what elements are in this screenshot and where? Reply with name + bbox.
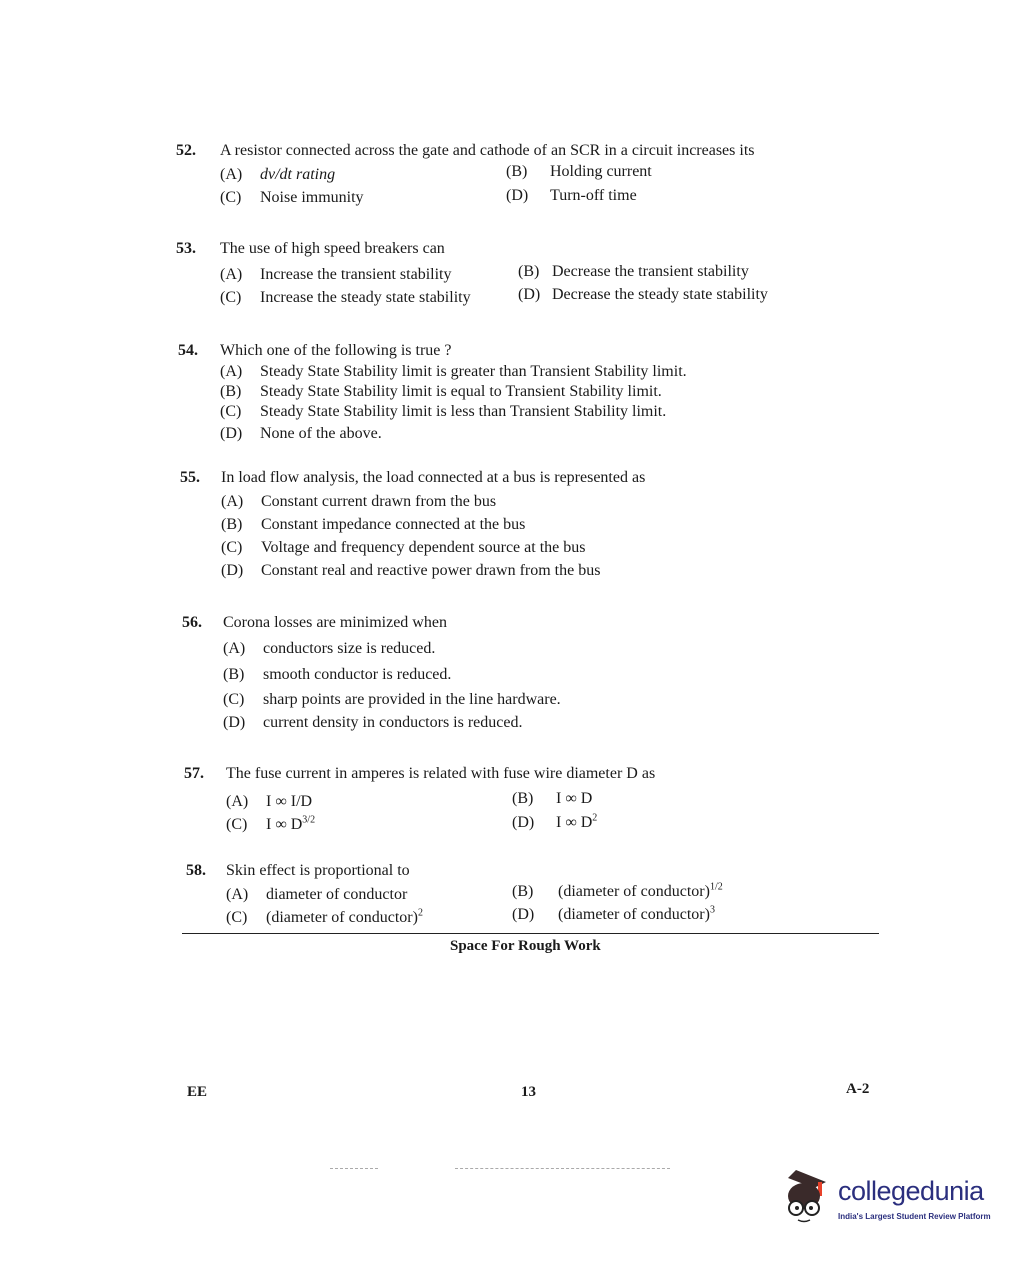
scan-artifact-line bbox=[455, 1168, 670, 1169]
question-text: The use of high speed breakers can bbox=[220, 240, 445, 257]
option-a: (A) Steady State Stability limit is greater than Transient Stability limit. bbox=[220, 363, 687, 380]
question-text: Which one of the following is true ? bbox=[220, 342, 452, 359]
option-c: (C) Noise immunity bbox=[220, 189, 364, 206]
option-b: (B) Decrease the transient stability bbox=[518, 263, 749, 280]
option-a: (A) I ∞ I/D bbox=[226, 793, 313, 810]
question-58 bbox=[186, 859, 826, 931]
option-b: (B) smooth conductor is reduced. bbox=[223, 666, 452, 683]
scan-artifact-line bbox=[330, 1168, 378, 1169]
option-d: (D) (diameter of conductor)$^3$ bbox=[512, 904, 715, 923]
option-b: (B) Steady State Stability limit is equal to Transient Stability limit. bbox=[220, 383, 662, 400]
option-b: (B) I ∞ D bbox=[512, 790, 593, 807]
option-c: (C) (diameter of conductor)$^2$ bbox=[226, 907, 423, 926]
option-d: (D) Constant real and reactive power drawn from the bus bbox=[221, 562, 601, 579]
question-56 bbox=[182, 611, 822, 737]
question-text: Skin effect is proportional to bbox=[226, 862, 410, 879]
brand-tagline: India's Largest Student Review Platform bbox=[838, 1212, 991, 1221]
option-d: (D) I ∞ $D^2$ bbox=[512, 812, 598, 831]
option-b: (B) Constant impedance connected at the bus bbox=[221, 516, 526, 533]
footer-left: EE bbox=[187, 1084, 208, 1100]
option-c: (C) I ∞ $D^{3/2}$ bbox=[226, 814, 316, 833]
rough-work-divider bbox=[182, 933, 879, 934]
question-number: 55. bbox=[180, 469, 200, 486]
question-53 bbox=[176, 237, 816, 307]
question-number: 54. bbox=[178, 342, 198, 359]
question-text: A resistor connected across the gate and cathode of an SCR in a circuit increases its bbox=[220, 142, 755, 159]
question-54 bbox=[178, 339, 818, 445]
brand-logo bbox=[778, 1168, 1008, 1228]
option-c: (C) sharp points are provided in the line hardware. bbox=[223, 691, 561, 708]
option-c: (C) Increase the steady state stability bbox=[220, 289, 471, 306]
option-c: (C) Steady State Stability limit is less than Transient Stability limit. bbox=[220, 403, 667, 420]
question-text: In load flow analysis, the load connected at a bus is represented as bbox=[221, 469, 646, 486]
option-a: (A) conductors size is reduced. bbox=[223, 640, 436, 657]
question-number: 53. bbox=[176, 240, 196, 257]
option-a: (A) dv/dt rating bbox=[220, 166, 336, 183]
question-number: 52. bbox=[176, 142, 196, 159]
option-d: (D) None of the above. bbox=[220, 425, 382, 442]
option-b: (B) (diameter of conductor)$^{1/2}$ bbox=[512, 881, 723, 900]
question-number: 56. bbox=[182, 614, 202, 631]
question-text: The fuse current in amperes is related with fuse wire diameter D as bbox=[226, 765, 656, 782]
option-d: (D) current density in conductors is reduced. bbox=[223, 714, 523, 731]
footer-right: A-2 bbox=[846, 1081, 870, 1097]
option-b: (B) Holding current bbox=[506, 163, 652, 180]
question-55 bbox=[180, 466, 820, 586]
option-d: (D) Turn-off time bbox=[506, 187, 637, 204]
option-a: (A) diameter of conductor bbox=[226, 886, 408, 903]
footer-page-number: 13 bbox=[521, 1084, 536, 1100]
question-52 bbox=[176, 139, 816, 209]
question-number: 58. bbox=[186, 862, 206, 879]
question-57 bbox=[184, 762, 824, 838]
option-c: (C) Voltage and frequency dependent source at the bus bbox=[221, 539, 586, 556]
question-number: 57. bbox=[184, 765, 204, 782]
mascot-icon bbox=[778, 1168, 836, 1226]
question-text: Corona losses are minimized when bbox=[223, 614, 447, 631]
rough-work-label: Space For Rough Work bbox=[450, 938, 601, 954]
option-a: (A) Constant current drawn from the bus bbox=[221, 493, 497, 510]
brand-name: collegedunia bbox=[838, 1176, 984, 1206]
option-d: (D) Decrease the steady state stability bbox=[518, 286, 768, 303]
option-a: (A) Increase the transient stability bbox=[220, 266, 452, 283]
